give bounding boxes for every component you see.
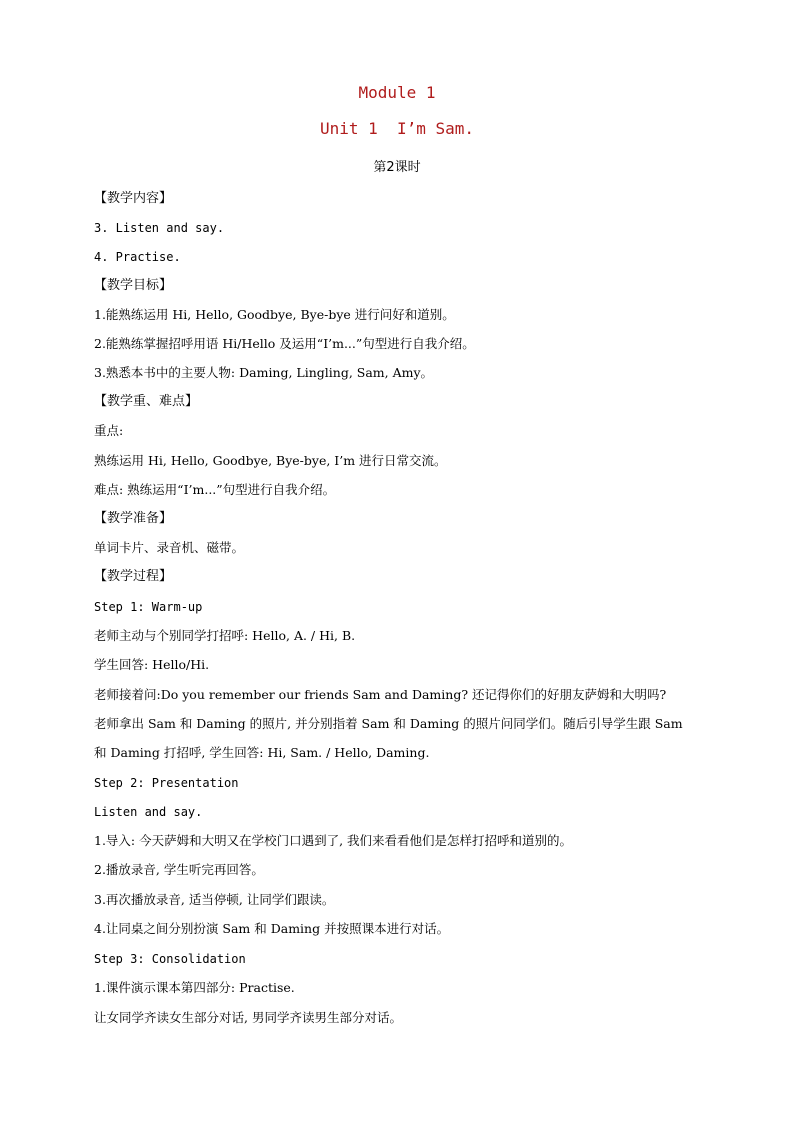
section-heading: 【教学内容】: [94, 191, 173, 206]
section-heading: 【教学准备】: [94, 511, 173, 526]
section-heading: 【教学目标】: [94, 278, 173, 293]
body-line: 1.能熟练运用 Hi, Hello, Goodbye, Bye-bye 进行问好和道别。: [94, 307, 455, 322]
body-line: Step 1: Warm-up: [94, 600, 203, 614]
body-line: 2.播放录音, 学生听完再回答。: [94, 862, 264, 877]
body-line: 4.让同桌之间分别扮演 Sam 和 Daming 并按照课本进行对话。: [94, 921, 450, 936]
body-line: 4. Practise.: [94, 250, 181, 264]
body-line: Step 2: Presentation: [94, 776, 239, 790]
body-line: 熟练运用 Hi, Hello, Goodbye, Bye-bye, I’m 进行日常交流。: [94, 453, 447, 468]
body-line: 老师拿出 Sam 和 Daming 的照片, 并分别指着 Sam 和 Daming 的照片问同学们。随后引导学生跟 Sam: [94, 716, 683, 731]
body-line: 3. Listen and say.: [94, 221, 225, 235]
body-line: 3.熟悉本书中的主要人物: Daming, Lingling, Sam, Amy。: [94, 365, 434, 380]
lesson-label: 第2课时: [373, 160, 421, 175]
body-line: 老师主动与个别同学打招呼: Hello, A. / Hi, B.: [94, 628, 356, 643]
body-line: Listen and say.: [94, 805, 203, 819]
section-heading: 【教学过程】: [94, 569, 173, 584]
body-line: 学生回答: Hello/Hi.: [94, 657, 210, 672]
body-line: 和 Daming 打招呼, 学生回答: Hi, Sam. / Hello, Daming.: [94, 745, 430, 760]
unit-title: Unit 1 I’m Sam.: [319, 119, 475, 138]
section-heading: 【教学重、难点】: [94, 394, 199, 409]
body-line: 1.课件演示课本第四部分: Practise.: [94, 980, 295, 995]
body-line: 重点:: [94, 423, 124, 438]
body-line: 让女同学齐读女生部分对话, 男同学齐读男生部分对话。: [94, 1010, 402, 1025]
body-line: 单词卡片、录音机、磁带。: [94, 540, 245, 555]
body-line: 1.导入: 今天萨姆和大明又在学校门口遇到了, 我们来看看他们是怎样打招呼和道别的。: [94, 833, 573, 848]
body-line: 老师接着问:Do you remember our friends Sam and Daming? 还记得你们的好朋友萨姆和大明吗?: [94, 687, 667, 702]
body-line: 2.能熟练掌握招呼用语 Hi/Hello 及运用“I’m...”句型进行自我介绍。: [94, 336, 475, 351]
body-line: 难点: 熟练运用“I’m...”句型进行自我介绍。: [94, 482, 336, 497]
body-line: 3.再次播放录音, 适当停顿, 让同学们跟读。: [94, 892, 335, 907]
body-line: Step 3: Consolidation: [94, 952, 246, 966]
module-title: Module 1: [358, 83, 436, 102]
